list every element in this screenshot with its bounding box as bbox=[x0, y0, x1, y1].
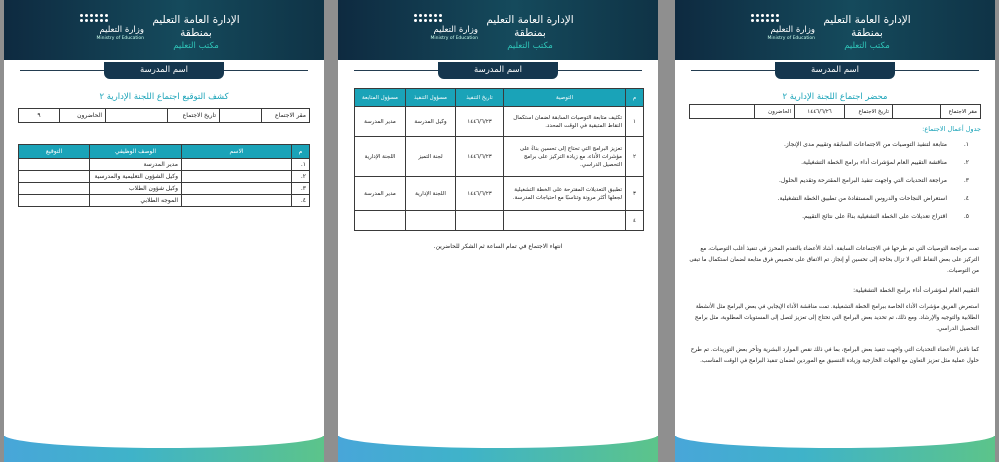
section-subtitle: التقييم العام لمؤشرات أداء برامج الخطة التشغيلية: bbox=[853, 287, 979, 294]
row-recommendation: تكثيف متابعة التوصيات السابقة لضمان استكمال النقاط المتبقية في الوقت المحدد. bbox=[504, 107, 626, 137]
col-exec-date: تاريخ التنفيذ bbox=[456, 89, 504, 107]
meeting-closing-text: انتهاء الاجتماع في تمام الساعة ثم الشكر للحاضرين. bbox=[433, 243, 563, 250]
table-row bbox=[355, 177, 644, 211]
row-role: وكيل الشؤون التعليمية والمدرسية bbox=[90, 171, 182, 183]
ministry-dots-icon bbox=[751, 14, 815, 22]
agenda-text: اقتراح تعديلات على الخطة التشغيلية بناءً على نتائج التقييم. bbox=[802, 213, 947, 220]
agenda-num: ٤. bbox=[963, 195, 969, 202]
row-num: ٣ bbox=[626, 177, 644, 211]
date-label: تاريخ الاجتماع bbox=[168, 109, 220, 123]
ministry-name-en: Ministry of Education bbox=[767, 36, 815, 41]
col-follow-owner: مسؤول المتابعة bbox=[355, 89, 406, 107]
row-exec-owner bbox=[406, 211, 456, 231]
directorate-title bbox=[797, 14, 937, 53]
ministry-name-en: Ministry of Education bbox=[430, 36, 478, 41]
attendees-label: الحاضرون bbox=[60, 109, 106, 123]
date-value bbox=[106, 109, 168, 123]
office-name: مكتب التعليم bbox=[507, 41, 553, 51]
paragraph-performance-review: استعرض الفريق مؤشرات الأداء الخاصة ببرامج الخطة التشغيلية. تمت مناقشة الأداء الإيجابي في بعض البرامج مثل الأنشطة الطلابية والتوجيه والإرشاد. ومع ذلك، تم تحديد بعض البرامج التي تحتاج إلى تعزيز لتصل إلى المستويات المطلوبة، مثل برامج التحصيل الدراسي. bbox=[694, 304, 979, 332]
row-role: الموجه الطلابي bbox=[90, 195, 182, 207]
row-signature bbox=[19, 195, 90, 207]
row-name bbox=[182, 159, 292, 171]
page-recommendations bbox=[338, 0, 658, 462]
doc-title: كشف التوقيع اجتماع اللجنة الإدارية ٢ bbox=[99, 92, 229, 102]
ministry-dots-icon bbox=[414, 14, 478, 22]
row-num: ٤ bbox=[626, 211, 644, 231]
ministry-logo bbox=[80, 14, 144, 42]
row-exec-owner: لجنة التميز bbox=[406, 137, 456, 177]
venue-label: مقر الاجتماع bbox=[262, 109, 310, 123]
row-recommendation bbox=[504, 211, 626, 231]
page-minutes bbox=[675, 0, 995, 462]
school-name-tab: اسم المدرسة bbox=[775, 62, 895, 79]
row-follow-owner: مدير المدرسة bbox=[355, 177, 406, 211]
page-footer bbox=[4, 436, 324, 462]
table-row bbox=[19, 195, 310, 207]
row-exec-date bbox=[456, 211, 504, 231]
paragraph-challenges: كما ناقش الأعضاء التحديات التي واجهت تنفيذ بعض البرامج، بما في ذلك نقص الموارد البشرية وتأخر بعض التوريدات. تم طرح حلول عملية مثل تعزيز التعاون مع الجهات الخارجية وزيادة التنسيق مع الموردين لضمان تنفيذ البرامج في الوقت المناسب. bbox=[690, 347, 979, 364]
attendees-value: ٩ bbox=[19, 109, 60, 123]
page-signature-sheet bbox=[4, 0, 324, 462]
row-num: ٢ bbox=[626, 137, 644, 177]
row-exec-date: ١٤٤٦/٦/٢٣ bbox=[456, 107, 504, 137]
page-header bbox=[338, 0, 658, 60]
page-footer bbox=[338, 436, 658, 462]
date-value: ١٤٤٦/٦/٢٦ bbox=[795, 105, 845, 119]
ministry-name-ar: وزارة التعليم bbox=[433, 25, 478, 35]
page-header bbox=[675, 0, 995, 60]
directorate-line1: الإدارة العامة التعليم bbox=[486, 14, 574, 26]
list-item bbox=[699, 140, 969, 158]
directorate-line2: بمنطقة bbox=[514, 27, 546, 39]
row-role: وكيل شؤون الطلاب bbox=[90, 183, 182, 195]
agenda-num: ٣. bbox=[963, 177, 969, 184]
directorate-line1: الإدارة العامة التعليم bbox=[152, 14, 240, 26]
agenda-text: مناقشة التقييم العام لمؤشرات أداء برامج الخطة التشغيلية. bbox=[801, 159, 947, 166]
agenda-title: جدول أعمال الاجتماع: bbox=[922, 125, 981, 133]
list-item bbox=[699, 158, 969, 176]
agenda-text: متابعة لتنفيذ التوصيات من الاجتماعات السابقة وتقييم مدى الإنجاز. bbox=[783, 141, 947, 148]
agenda-list bbox=[699, 140, 969, 230]
row-num: ٣. bbox=[292, 183, 310, 195]
attendance-table bbox=[18, 144, 310, 207]
directorate-line1: الإدارة العامة التعليم bbox=[823, 14, 911, 26]
table-header-row bbox=[355, 89, 644, 107]
row-follow-owner: مدير المدرسة bbox=[355, 107, 406, 137]
school-name-tab: اسم المدرسة bbox=[438, 62, 558, 79]
row-name bbox=[182, 195, 292, 207]
row-signature bbox=[19, 159, 90, 171]
ministry-dots-icon bbox=[80, 14, 144, 22]
row-role: مدير المدرسة bbox=[90, 159, 182, 171]
row-exec-date: ١٤٤٦/٦/٢٣ bbox=[456, 177, 504, 211]
row-name bbox=[182, 183, 292, 195]
directorate-title bbox=[126, 14, 266, 53]
ministry-name-ar: وزارة التعليم bbox=[770, 25, 815, 35]
row-name bbox=[182, 171, 292, 183]
col-recommendation: التوصية bbox=[504, 89, 626, 107]
date-label: تاريخ الاجتماع bbox=[845, 105, 893, 119]
row-recommendation: تعزيز البرامج التي تحتاج إلى تحسين بناءً على مؤشرات الأداء، مع زيادة التركيز على برامج التحصيل الدراسي. bbox=[504, 137, 626, 177]
col-exec-owner: مسؤول التنفيذ bbox=[406, 89, 456, 107]
agenda-num: ٥. bbox=[963, 213, 969, 220]
agenda-text: مراجعة التحديات التي واجهت تنفيذ البرامج المقترحة وتقديم الحلول. bbox=[778, 177, 947, 184]
col-role: الوصف الوظيفي bbox=[90, 145, 182, 159]
venue-value bbox=[893, 105, 941, 119]
ministry-logo bbox=[414, 14, 478, 42]
paragraph-previous-recommendations: تمت مراجعة التوصيات التي تم طرحها في الاجتماعات السابقة. أشاد الأعضاء بالتقدم المحرز في تنفيذ أغلب التوصيات، مع التركيز على بعض النقاط التي لا تزال بحاجة إلى تحسين أو إنجاز. تم الاتفاق على تخصيص فرق متابعة لضمان استكمال ما تبقى من التوصيات. bbox=[689, 246, 979, 274]
meeting-info-table bbox=[689, 104, 981, 119]
col-num: م bbox=[292, 145, 310, 159]
office-name: مكتب التعليم bbox=[173, 41, 219, 51]
office-name: مكتب التعليم bbox=[844, 41, 890, 51]
list-item bbox=[699, 176, 969, 194]
row-recommendation: تطبيق التعديلات المقترحة على الخطة التشغيلية لجعلها أكثر مرونة وتناسبًا مع احتياجات المدرسة. bbox=[504, 177, 626, 211]
col-num: م bbox=[626, 89, 644, 107]
attendees-value bbox=[690, 105, 755, 119]
table-row bbox=[355, 211, 644, 231]
school-name-tab: اسم المدرسة bbox=[104, 62, 224, 79]
row-signature bbox=[19, 171, 90, 183]
ministry-name-ar: وزارة التعليم bbox=[99, 25, 144, 35]
table-row bbox=[19, 183, 310, 195]
page-header bbox=[4, 0, 324, 60]
doc-title: محضر اجتماع اللجنة الإدارية ٢ bbox=[782, 92, 888, 102]
row-num: ٢. bbox=[292, 171, 310, 183]
directorate-line2: بمنطقة bbox=[180, 27, 212, 39]
venue-value bbox=[220, 109, 262, 123]
row-num: ١. bbox=[292, 159, 310, 171]
table-header-row bbox=[19, 145, 310, 159]
table-row bbox=[19, 171, 310, 183]
col-signature: التوقيع bbox=[19, 145, 90, 159]
directorate-title bbox=[460, 14, 600, 53]
attendees-label: الحاضرون bbox=[755, 105, 795, 119]
table-row bbox=[19, 159, 310, 171]
table-row bbox=[355, 107, 644, 137]
col-name: الاسم bbox=[182, 145, 292, 159]
ministry-name-en: Ministry of Education bbox=[96, 36, 144, 41]
row-follow-owner bbox=[355, 211, 406, 231]
agenda-num: ١. bbox=[963, 141, 969, 148]
row-exec-owner: اللجنة الإدارية bbox=[406, 177, 456, 211]
meeting-info-table bbox=[18, 108, 310, 123]
agenda-text: استعراض النجاحات والدروس المستفادة من تطبيق الخطة التشغيلية. bbox=[777, 195, 947, 202]
venue-label: مقر الاجتماع bbox=[941, 105, 981, 119]
row-num: ٤. bbox=[292, 195, 310, 207]
row-num: ١ bbox=[626, 107, 644, 137]
directorate-line2: بمنطقة bbox=[851, 27, 883, 39]
agenda-num: ٢. bbox=[963, 159, 969, 166]
row-signature bbox=[19, 183, 90, 195]
list-item bbox=[699, 194, 969, 212]
ministry-logo bbox=[751, 14, 815, 42]
page-footer bbox=[675, 436, 995, 462]
table-row bbox=[355, 137, 644, 177]
row-exec-owner: وكيل المدرسة bbox=[406, 107, 456, 137]
row-follow-owner: اللجنة الإدارية bbox=[355, 137, 406, 177]
recommendations-table bbox=[354, 88, 644, 231]
list-item bbox=[699, 212, 969, 230]
row-exec-date: ١٤٤٦/٦/٢٣ bbox=[456, 137, 504, 177]
